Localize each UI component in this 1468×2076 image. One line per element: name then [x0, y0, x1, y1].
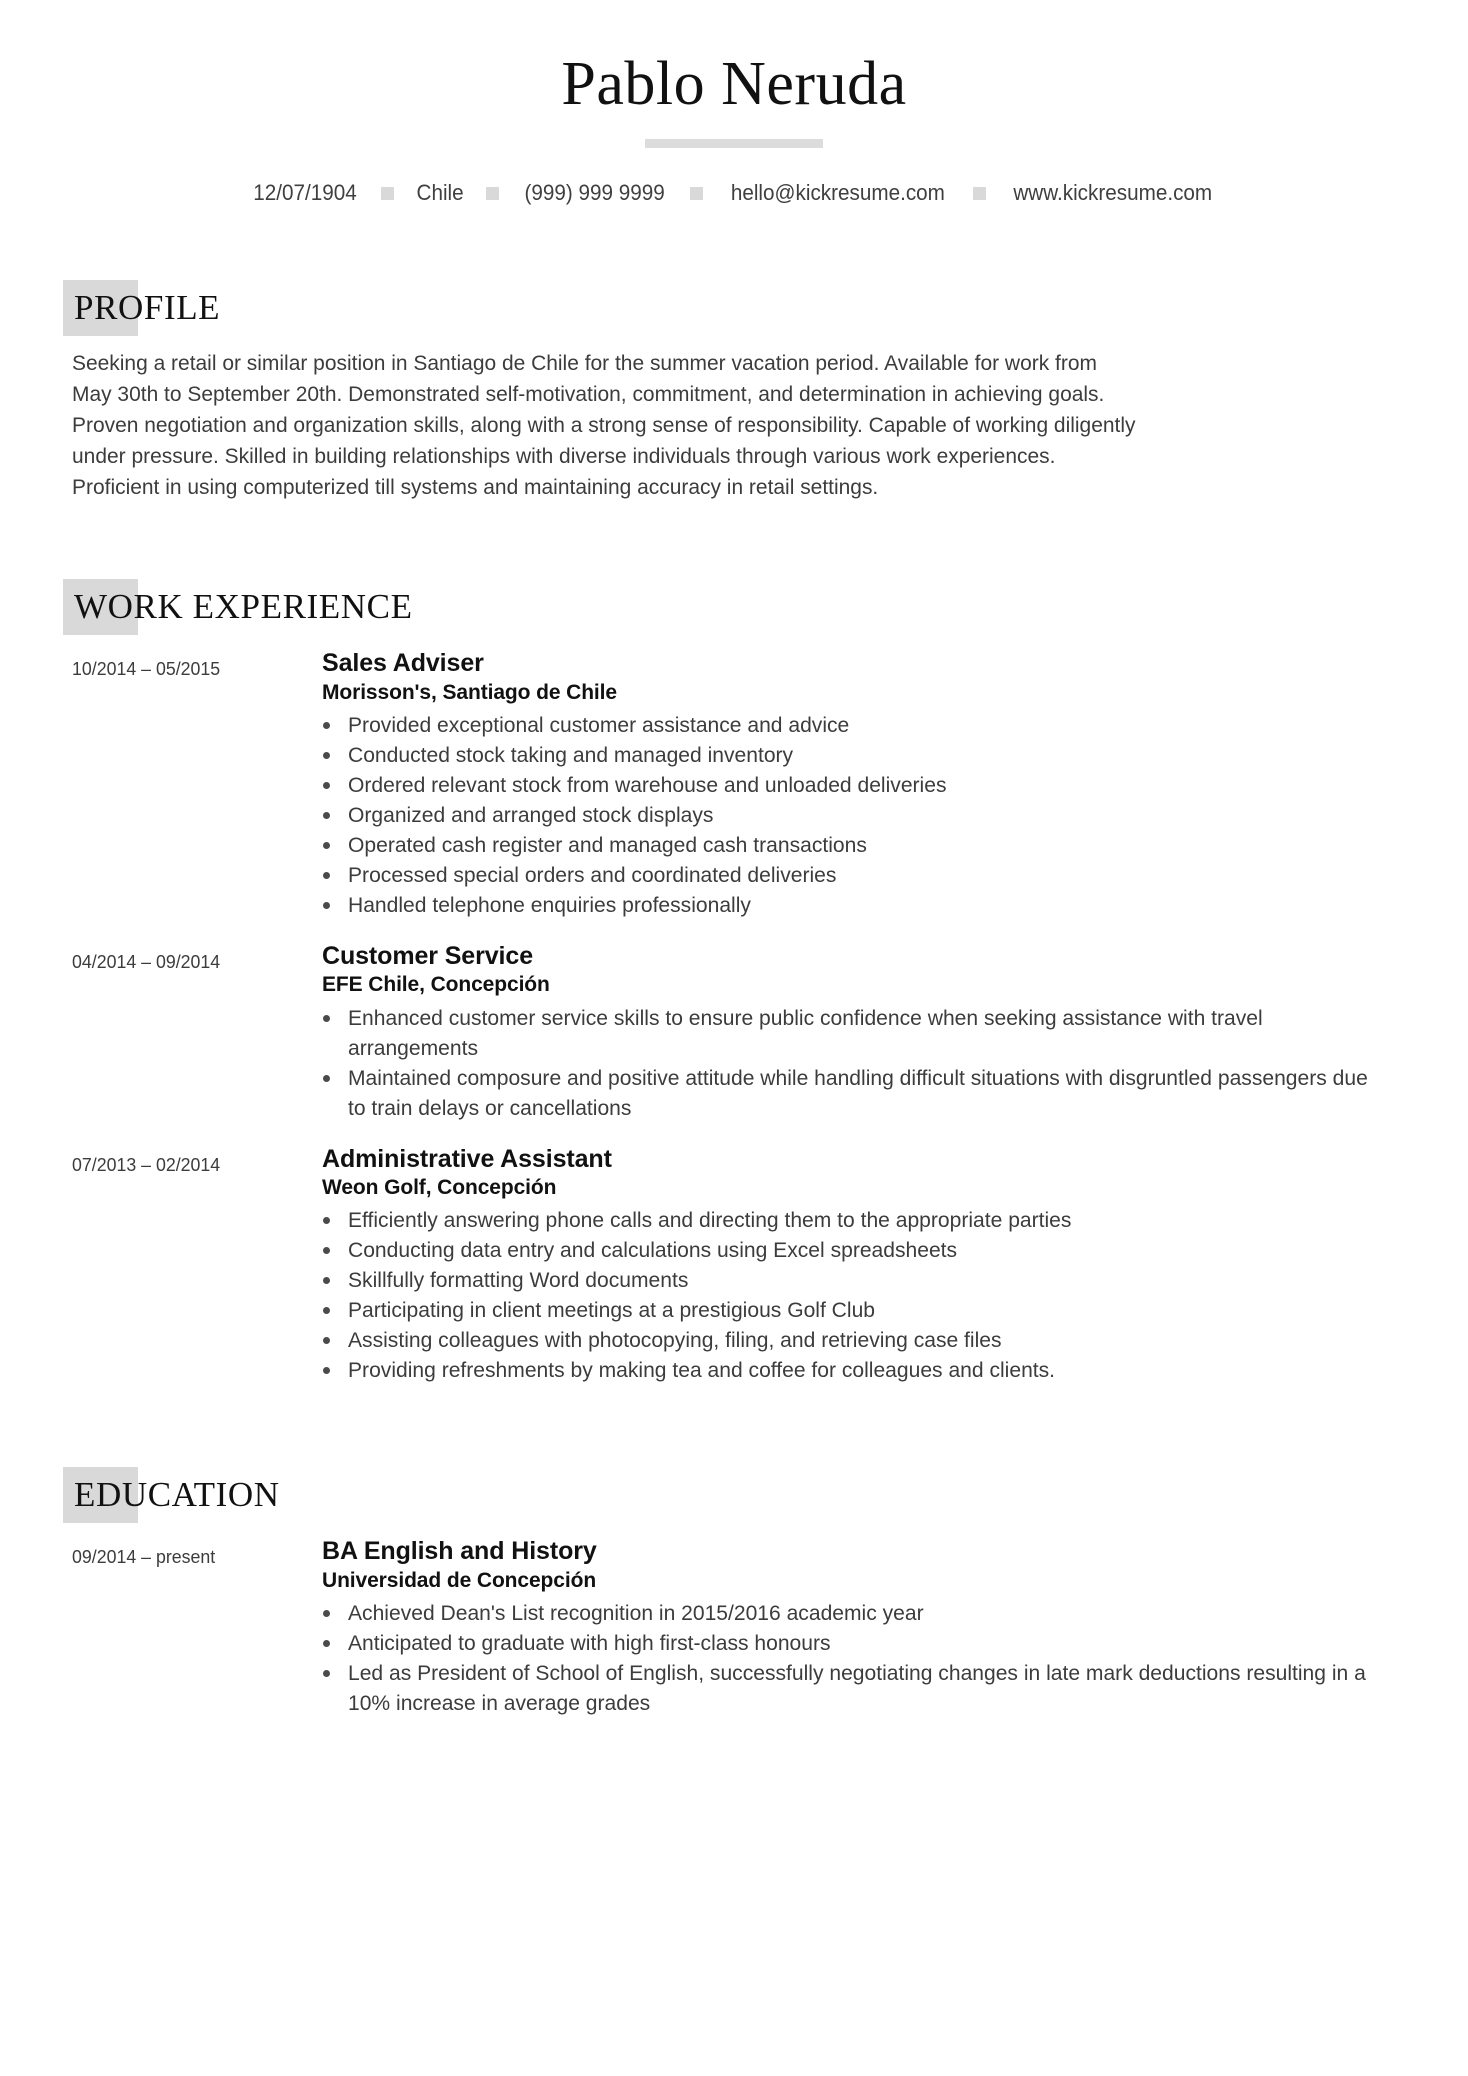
- entry-bullet: [322, 800, 1396, 830]
- entry-dates: 04/2014 – 09/2014: [72, 950, 221, 972]
- entry-bullet: [322, 830, 1396, 860]
- entry-title: Customer Service: [322, 941, 533, 970]
- entry-organization: Universidad de Concepción: [322, 1568, 597, 1592]
- entry-bullet-text: Efficiently answering phone calls and directing them to the appropriate parties: [348, 1208, 1072, 1233]
- section-title-profile: PROFILE: [74, 288, 221, 328]
- entry-bullet-text: Ordered relevant stock from warehouse and unloaded deliveries: [348, 772, 947, 797]
- entry-bullet-text: Maintained composure and positive attitude while handling difficult situations with disgruntled passengers due to train delays or cancellations: [348, 1065, 1368, 1120]
- entry-bullet-list: [322, 1598, 1396, 1718]
- section-title-education-wrap: [63, 1467, 1396, 1523]
- entry-bullet-text: Handled telephone enquiries professionally: [348, 892, 751, 917]
- entry-body: [320, 649, 1396, 920]
- section-profile: [0, 280, 1468, 503]
- entry-body: [320, 942, 1396, 1123]
- entry-row: [72, 1145, 1396, 1386]
- entry-row: [72, 1537, 1396, 1718]
- entry-bullet-text: Conducting data entry and calculations using Excel spreadsheets: [348, 1238, 958, 1263]
- entry-title: BA English and History: [322, 1537, 597, 1566]
- entry-organization: Morisson's, Santiago de Chile: [322, 680, 617, 704]
- square-bullet-icon: [973, 187, 986, 200]
- entry-bullet-text: Organized and arranged stock displays: [348, 802, 714, 827]
- entry-bullet: [322, 1003, 1396, 1063]
- entry-bullet: [322, 890, 1396, 920]
- entry-bullet-list: [322, 710, 1396, 920]
- entry-bullet: [322, 1205, 1396, 1235]
- entry-bullet: [322, 1355, 1396, 1385]
- entry-bullet: [322, 770, 1396, 800]
- square-bullet-icon: [690, 187, 703, 200]
- entry-bullet-text: Participating in client meetings at a prestigious Golf Club: [348, 1298, 876, 1323]
- name-divider: [645, 139, 823, 148]
- square-bullet-icon: [381, 187, 394, 200]
- entry-bullet-text: Operated cash register and managed cash transactions: [348, 832, 867, 857]
- entry-bullet: [322, 710, 1396, 740]
- entry-bullet-text: Assisting colleagues with photocopying, filing, and retrieving case files: [348, 1328, 1002, 1353]
- entry-dates: 09/2014 – present: [72, 1546, 216, 1568]
- entry-dates: 10/2014 – 05/2015: [72, 658, 221, 680]
- entry-organization: EFE Chile, Concepción: [322, 973, 550, 997]
- contact-email[interactable]: hello@kickresume.com: [730, 180, 946, 206]
- contact-birthdate: 12/07/1904: [252, 180, 357, 206]
- entry-body: [320, 1537, 1396, 1718]
- entry-bullet: [322, 1628, 1396, 1658]
- entry-bullet-text: Providing refreshments by making tea and coffee for colleagues and clients.: [348, 1358, 1056, 1383]
- entry-title: Sales Adviser: [322, 649, 484, 678]
- entry-organization: Weon Golf, Concepción: [322, 1176, 557, 1200]
- entry-bullet: [322, 1295, 1396, 1325]
- entry-bullet: [322, 1063, 1396, 1123]
- entry-bullet: [322, 1235, 1396, 1265]
- section-title-education: EDUCATION: [74, 1475, 280, 1515]
- entry-bullet-text: Skillfully formatting Word documents: [348, 1268, 689, 1293]
- entry-bullet-text: Provided exceptional customer assistance and advice: [348, 712, 850, 737]
- entry-bullet: [322, 740, 1396, 770]
- entry-bullet: [322, 860, 1396, 890]
- contact-country: Chile: [416, 180, 464, 206]
- square-bullet-icon: [486, 187, 499, 200]
- section-education: [0, 1467, 1468, 1718]
- entry-row: [72, 649, 1396, 920]
- entry-bullet: [322, 1598, 1396, 1628]
- entry-title: Administrative Assistant: [322, 1144, 612, 1173]
- entry-bullet: [322, 1325, 1396, 1355]
- education-entry-list: [72, 1537, 1396, 1718]
- entry-bullet-text: Enhanced customer service skills to ensure public confidence when seeking assistance with travel arrangements: [348, 1005, 1263, 1060]
- section-title-work-wrap: [63, 579, 1396, 635]
- entry-dates: 07/2013 – 02/2014: [72, 1153, 221, 1175]
- profile-summary-text: Seeking a retail or similar position in Santiago de Chile for the summer vacation period. Available for work from May 30th to September 20th. Demonstrated self-motivation, commitment, and determination in achieving goals. Proven negotiation and organization skills, along with a strong sense of responsibility. Capable of working diligently under pressure. Skilled in building relationships with diverse individuals through various work experiences. Proficient in using computerized till systems and maintaining accuracy in retail settings.: [72, 351, 1136, 500]
- resume-header: [0, 0, 1468, 204]
- entry-bullet-text: Led as President of School of English, successfully negotiating changes in late mark deductions resulting in a 10% increase in average grades: [348, 1661, 1366, 1716]
- contact-phone[interactable]: (999) 999 9999: [524, 180, 665, 206]
- entry-bullet-text: Achieved Dean's List recognition in 2015/2016 academic year: [348, 1601, 924, 1626]
- entry-bullet: [322, 1265, 1396, 1295]
- section-work-experience: [0, 579, 1468, 1385]
- section-title-work-experience: WORK EXPERIENCE: [74, 587, 413, 627]
- entry-bullet-text: Anticipated to graduate with high first-class honours: [348, 1631, 831, 1656]
- candidate-name: Pablo Neruda: [561, 50, 907, 118]
- entry-bullet-list: [322, 1003, 1396, 1123]
- entry-bullet-text: Processed special orders and coordinated deliveries: [348, 862, 837, 887]
- entry-body: [320, 1145, 1396, 1386]
- work-entry-list: [72, 649, 1396, 1385]
- contact-bar: [0, 182, 1468, 204]
- entry-bullet: [322, 1658, 1396, 1718]
- entry-bullet-text: Conducted stock taking and managed inventory: [348, 742, 794, 767]
- entry-bullet-list: [322, 1205, 1396, 1385]
- entry-row: [72, 942, 1396, 1123]
- section-title-profile-wrap: [63, 280, 1396, 336]
- contact-website[interactable]: www.kickresume.com: [1013, 180, 1212, 206]
